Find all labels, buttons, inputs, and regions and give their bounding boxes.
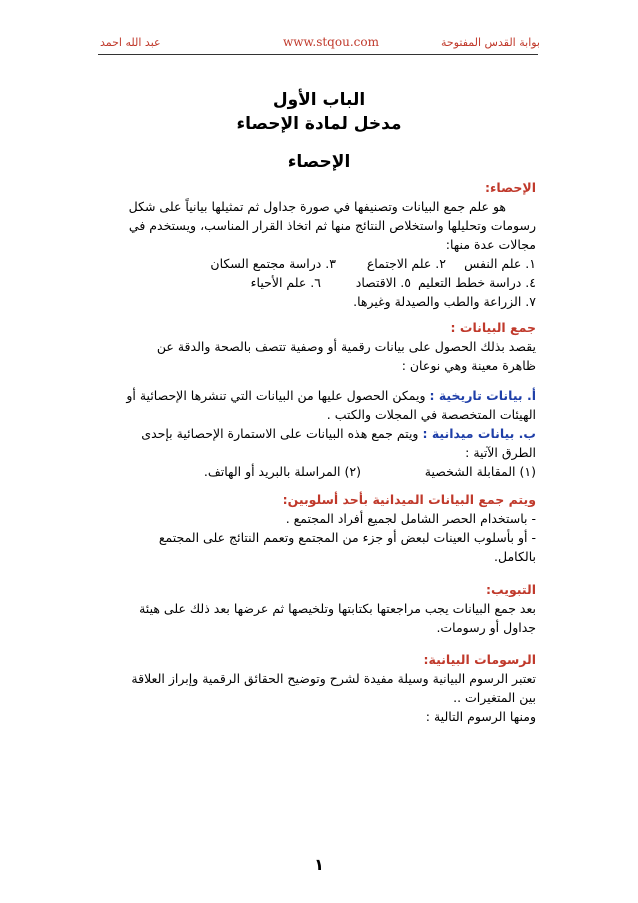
chapter-title: الباب الأول (272, 90, 366, 110)
data-types (122, 386, 536, 481)
field-data-line (122, 424, 536, 443)
field-data-label: ب. بيانات ميدانية : (422, 426, 536, 441)
field-data-line-2: الطرق الآتية : (465, 445, 536, 460)
field-data-text: ويتم جمع هذه البيانات على الاستمارة الإحصائية بإحدى (141, 426, 419, 441)
tabulation-heading: التبويب: (486, 582, 536, 597)
field-item: ٦. علم الأحياء (250, 275, 321, 290)
field-methods-heading: ويتم جمع البيانات الميدانية بأحد أسلوبين: (282, 492, 536, 507)
data-collection-heading: جمع البيانات : (450, 320, 536, 335)
statistics-line-2: رسومات وتحليلها واستخلاص النتائج منها ثم اتخاذ القرار المناسب، ويستخدم في (128, 218, 536, 233)
charts-heading: الرسومات البيانية: (423, 652, 536, 667)
historical-data-label: أ. بيانات تاريخية : (429, 388, 536, 403)
field-item: ٣. دراسة مجتمع السكان (210, 256, 336, 271)
charts-section (122, 650, 536, 726)
method-mail: (٢) المراسلة بالبريد أو الهاتف. (203, 464, 361, 479)
charts-line-2: بين المتغيرات .. (453, 690, 536, 705)
data-collection-section (122, 318, 536, 375)
statistics-section (122, 178, 536, 311)
page-number: ١ (314, 855, 324, 874)
chapter-subtitle: مدخل لمادة الإحصاء (236, 114, 402, 134)
header-site-name: بوابة القدس المفتوحة (441, 36, 540, 49)
historical-data-text: ويمكن الحصول عليها من البيانات التي تنشرها الإحصائية أو (126, 388, 426, 403)
header-divider (98, 54, 538, 55)
collection-methods (122, 462, 536, 481)
statistics-line-1: هو علم جمع البيانات وتصنيفها في صورة جداول ثم تمثيلها بيانياً على شكل (128, 199, 506, 214)
header-author: عبد الله احمد (100, 36, 161, 49)
field-item: ٤. دراسة خطط التعليم (417, 275, 536, 290)
fields-row-3: ٧. الزراعة والطب والصيدلة وغيرها. (353, 294, 536, 309)
fields-row-2 (122, 273, 536, 292)
tabulation-line-1: بعد جمع البيانات يجب مراجعتها بكتابتها وتلخيصها ثم عرضها بعد ذلك على هيئة (139, 601, 536, 616)
historical-data-line (122, 386, 536, 405)
data-collection-line-1: يقصد بذلك الحصول على بيانات رقمية أو وصفية تتصف بالصحة والدقة عن (156, 339, 536, 354)
charts-line-3: ومنها الرسوم التالية : (425, 709, 536, 724)
tabulation-line-2: جداول أو رسومات. (436, 620, 536, 635)
field-item: ٢. علم الاجتماع (366, 256, 446, 271)
charts-line-1: تعتبر الرسوم البيانية وسيلة مفيدة لشرح وتوضيح الحقائق الرقمية وإبراز العلاقة (131, 671, 536, 686)
page-header (0, 36, 638, 52)
field-item: ٥. الاقتصاد (355, 275, 411, 290)
field-methods-line-3: بالكامل. (494, 549, 536, 564)
field-methods-line-2: - أو بأسلوب العينات لبعض أو جزء من المجتمع وتعمم النتائج على المجتمع (158, 530, 536, 545)
tabulation-section (122, 580, 536, 637)
data-collection-line-2: ظاهرة معينة وهي نوعان : (401, 358, 536, 373)
field-item: ١. علم النفس (464, 256, 536, 271)
method-interview: (١) المقابلة الشخصية (424, 464, 536, 479)
field-methods-section (122, 490, 536, 566)
field-methods-line-1: - باستخدام الحصر الشامل لجميع أفراد المجتمع . (285, 511, 536, 526)
statistics-heading: الإحصاء: (484, 180, 536, 195)
statistics-line-3: مجالات عدة منها: (445, 237, 536, 252)
section-title: الإحصاء (287, 152, 351, 172)
historical-data-line-2: الهيئات المتخصصة في المجلات والكتب . (326, 407, 536, 422)
header-url[interactable]: www.stqou.com (283, 35, 379, 49)
fields-row-1 (122, 254, 536, 273)
